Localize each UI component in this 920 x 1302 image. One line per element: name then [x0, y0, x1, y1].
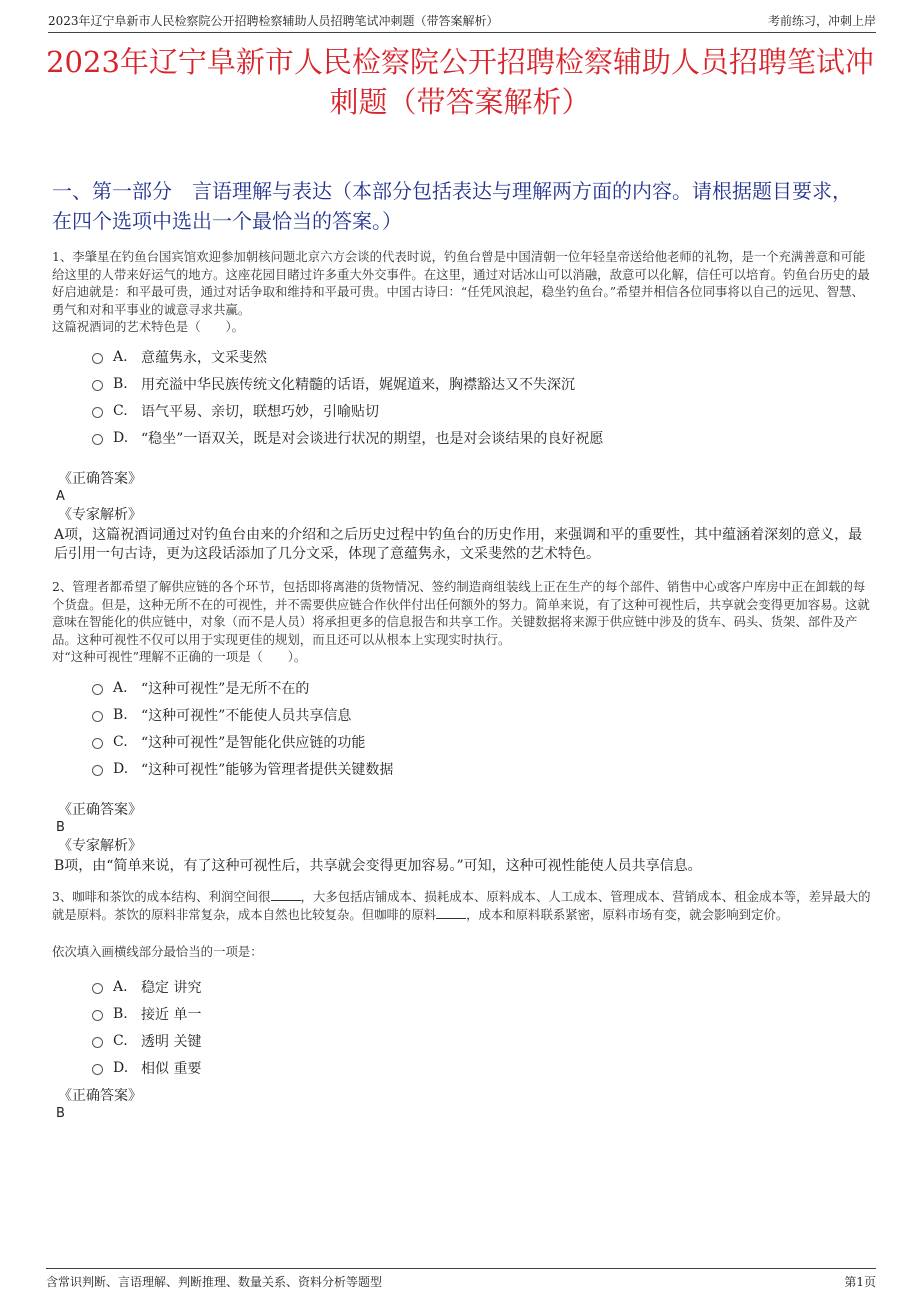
radio-icon[interactable] [92, 738, 103, 749]
radio-icon[interactable] [92, 353, 103, 364]
header-left-text: 2023年辽宁阜新市人民检察院公开招聘检察辅助人员招聘笔试冲刺题（带答案解析） [48, 14, 499, 28]
question-1-text: 1、李肇星在钓鱼台国宾馆欢迎参加朝核问题北京六方会谈的代表时说，钓鱼台曾是中国清朝一位年轻皇帝送给他老师的礼物，是一个充满善意和可能给这里的人带来好运气的地方。这座花园目睹过许多重大外交事件。在这里，通过对话冰山可以消融，敌意可以化解，信任可以培育。钓鱼台历史的最好启迪就是：和平最可贵，通过对话争取和维持和平最可贵。中国古诗曰：“任凭风浪起，稳坐钓鱼台。”希望并相信各位同事将以自己的远见、智慧、勇气和对和平事业的诚意寻求共赢。 [52, 249, 870, 317]
q2-answer-label: 《正确答案》 [58, 802, 142, 818]
question-2-prompt: 对“这种可视性”理解不正确的一项是（ ）。 [52, 649, 307, 665]
question-1-options [92, 343, 860, 451]
q1-analysis-text: A项，这篇祝酒词通过对钓鱼台由来的介绍和之后历史过程中钓鱼台的历史作用，来强调和平的重要性，其中蕴涵着深刻的意义，最后引用一句古诗，更为这段话添加了几分文采，体现了意蕴隽永，文采斐然的艺术特色。 [54, 527, 863, 562]
question-3-text: 3、咖啡和茶饮的成本结构、利润空间很 ，大多包括店铺成本、损耗成本、原料成本、人工成本、管理成本、营销成本、租金成本等，差异最大的就是原料。茶饮的原料非常复杂，成本自然也比较复杂。但咖啡的原料 ，成本和原料联系紧密，原料市场有变，就会影响到定价。 [52, 889, 871, 922]
q3-answer [54, 1087, 874, 1123]
q2-answer [54, 801, 874, 855]
q1-option-a[interactable]: A. 意蕴隽永，文采斐然 [92, 343, 860, 370]
q2-option-a[interactable]: A. “这种可视性”是无所不在的 [92, 674, 860, 701]
question-2-options [92, 674, 860, 782]
question-3-options [92, 973, 860, 1081]
page-footer [46, 1268, 876, 1290]
q3-option-c[interactable]: C. 透明 关键 [92, 1027, 860, 1054]
fill-blank [436, 906, 466, 919]
page-header [48, 12, 876, 33]
footer-left-text: 含常识判断、言语理解、判断推理、数量关系、资料分析等题型 [46, 1275, 383, 1289]
radio-icon[interactable] [92, 765, 103, 776]
radio-icon[interactable] [92, 1064, 103, 1075]
q2-option-c[interactable]: C. “这种可视性”是智能化供应链的功能 [92, 728, 860, 755]
question-1-prompt: 这篇祝酒词的艺术特色是（ ）。 [52, 319, 245, 335]
q2-analysis-label: 《专家解析》 [58, 838, 142, 854]
q1-option-b[interactable]: B. 用充溢中华民族传统文化精髓的话语，娓娓道来，胸襟豁达又不失深沉 [92, 370, 860, 397]
q1-option-c[interactable]: C. 语气平易、亲切，联想巧妙，引喻贴切 [92, 397, 860, 424]
radio-icon[interactable] [92, 1037, 103, 1048]
header-right-text: 考前练习，冲刺上岸 [767, 14, 876, 28]
q1-option-d[interactable]: D. “稳坐”一语双关，既是对会谈进行状况的期望，也是对会谈结果的良好祝愿 [92, 424, 860, 451]
question-3 [52, 888, 874, 923]
q1-answer [54, 470, 874, 524]
document-title: 2023年辽宁阜新市人民检察院公开招聘检察辅助人员招聘笔试冲刺题（带答案解析） [46, 45, 874, 119]
q2-answer-value: B [56, 820, 65, 835]
q3-answer-value: B [56, 1106, 65, 1121]
question-2-text: 2、管理者都希望了解供应链的各个环节，包括即将离港的货物情况、签约制造商组装线上正在生产的每个部件、销售中心或客户库房中正在卸载的每个货盘。但是，这种无所不在的可视性，并不需要供应链合作伙伴付出任何额外的努力。简单来说，有了这种可视性后，共享就会变得更加容易。这就意味在智能化的供应链中，对象（而不是人员）将承担更多的信息报告和共享工作。关键数据将来源于供应链中涉及的货车、码头、货架、部件及产品。这种可视性不仅可以用于实现更佳的规划，而且还可以从根本上实现实时执行。 [52, 579, 870, 647]
radio-icon[interactable] [92, 711, 103, 722]
radio-icon[interactable] [92, 983, 103, 994]
radio-icon[interactable] [92, 434, 103, 445]
q3-answer-label: 《正确答案》 [58, 1088, 142, 1104]
radio-icon[interactable] [92, 1010, 103, 1021]
q2-option-b[interactable]: B. “这种可视性”不能使人员共享信息 [92, 701, 860, 728]
q2-analysis-text: B项，由“简单来说，有了这种可视性后，共享就会变得更加容易。”可知，这种可视性能使人员共享信息。 [54, 858, 702, 874]
q3-option-b[interactable]: B. 接近 单一 [92, 1000, 860, 1027]
page-number: 第1页 [844, 1275, 876, 1289]
question-1 [52, 248, 874, 336]
section-heading: 一、第一部分 言语理解与表达（本部分包括表达与理解两方面的内容。请根据题目要求，在四个选项中选出一个最恰当的答案。） [52, 179, 852, 233]
radio-icon[interactable] [92, 380, 103, 391]
q1-answer-value: A [56, 489, 65, 504]
q1-analysis-label: 《专家解析》 [58, 507, 142, 523]
q2-option-d[interactable]: D. “这种可视性”能够为管理者提供关键数据 [92, 755, 860, 782]
question-3-prompt: 依次填入画横线部分最恰当的一项是： [52, 944, 263, 959]
q3-option-a[interactable]: A. 稳定 讲究 [92, 973, 860, 1000]
question-2 [52, 578, 874, 666]
fill-blank [271, 888, 301, 901]
q1-answer-label: 《正确答案》 [58, 471, 142, 487]
radio-icon[interactable] [92, 684, 103, 695]
q3-option-d[interactable]: D. 相似 重要 [92, 1054, 860, 1081]
radio-icon[interactable] [92, 407, 103, 418]
